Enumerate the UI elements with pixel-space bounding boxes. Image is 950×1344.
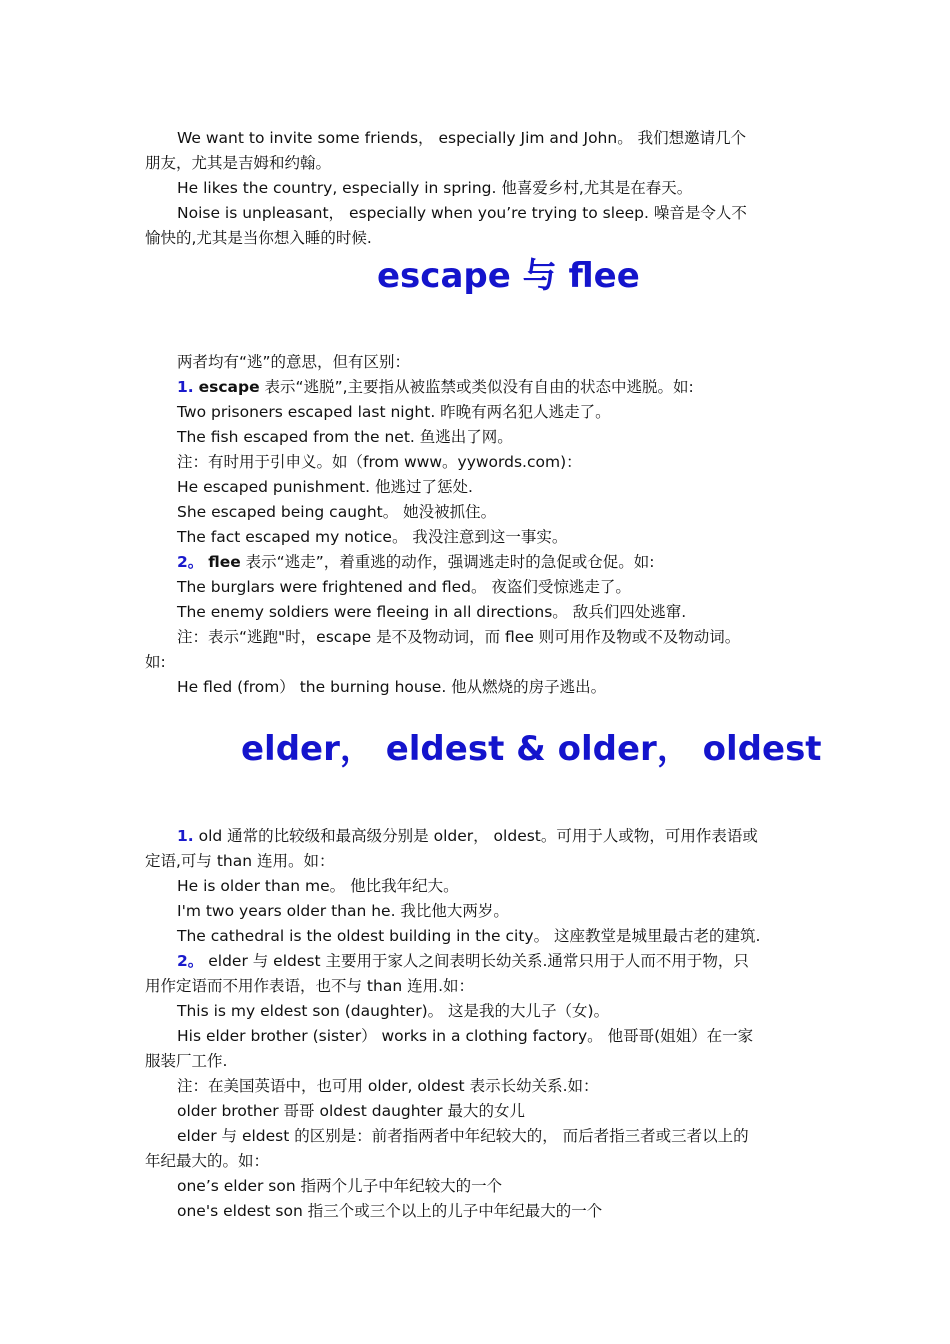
example-line: His elder brother (sister） works in a clothing factory。 他哥哥(姐姐）在一家 — [177, 1027, 754, 1045]
example-line: Two prisoners escaped last night. 昨晚有两名犯人逃走了。 — [177, 403, 611, 421]
list-item-1 — [177, 377, 847, 397]
example-line: He is older than me。 他比我年纪大。 — [177, 877, 459, 895]
section-heading-elder-older: elder， eldest & older， oldest — [241, 729, 822, 769]
example-line: The enemy soldiers were fleeing in all directions。 敌兵们四处逃窜. — [177, 603, 687, 621]
list-item-text: 表示“逃脱”,主要指从被监禁或类似没有自由的状态中逃脱。如: — [259, 378, 694, 396]
note-line: 注：表示“逃跑"时，escape 是不及物动词，而 flee 则可用作及物或不及物动词。 — [177, 628, 741, 646]
example-line: one’s elder son 指两个儿子中年纪较大的一个 — [177, 1177, 503, 1195]
example-line: She escaped being caught。 她没被抓住。 — [177, 503, 497, 521]
list-item-1 — [177, 826, 847, 846]
paragraph-line: 朋友，尤其是吉姆和约翰。 — [145, 154, 332, 172]
paragraph-line: We want to invite some friends， especially Jim and John。 我们想邀请几个 — [177, 129, 747, 147]
list-number: 1. — [177, 827, 194, 845]
paragraph-line: 愉快的,尤其是当你想入睡的时候. — [145, 229, 372, 247]
example-line: one's eldest son 指三个或三个以上的儿子中年纪最大的一个 — [177, 1202, 603, 1220]
list-item-text: 表示“逃走”，着重逃的动作，强调逃走时的急促或仓促。如: — [240, 553, 655, 571]
note-line: 注：在美国英语中，也可用 older, oldest 表示长幼关系.如： — [177, 1077, 599, 1095]
example-line: This is my eldest son (daughter)。 这是我的大儿子（女)。 — [177, 1002, 610, 1020]
example-line: The cathedral is the oldest building in the city。 这座教堂是城里最古老的建筑. — [177, 927, 761, 945]
note-line: 如: — [145, 653, 166, 671]
note-line: 注：有时用于引申义。如（from www。yywords.com)： — [177, 453, 582, 471]
list-item-2 — [177, 552, 847, 572]
paragraph-line: He likes the country, especially in spring. 他喜爱乡村,尤其是在春天。 — [177, 179, 693, 197]
example-line: 服装厂工作. — [145, 1052, 228, 1070]
example-line: The fact escaped my notice。 我没注意到这一事实。 — [177, 528, 568, 546]
paragraph-line: elder 与 eldest 的区别是：前者指两者中年纪较大的， 而后者指三者或三者以上的 — [177, 1127, 749, 1145]
example-line: older brother 哥哥 oldest daughter 最大的女儿 — [177, 1102, 525, 1120]
list-item-text: old 通常的比较级和最高级分别是 older， oldest。可用于人或物，可用作表语或 — [193, 827, 758, 845]
paragraph-line: 用作定语而不用作表语，也不与 than 连用.如： — [145, 977, 475, 995]
section-heading-escape-flee: escape 与 flee — [377, 256, 640, 296]
keyword: escape — [198, 378, 260, 396]
paragraph-line: 定语,可与 than 连用。如： — [145, 852, 335, 870]
paragraph-line: 两者均有“逃”的意思，但有区别： — [177, 353, 411, 371]
example-line: The fish escaped from the net. 鱼逃出了网。 — [177, 428, 513, 446]
list-item-text: elder 与 eldest 主要用于家人之间表明长幼关系.通常只用于人而不用于物，只 — [203, 952, 749, 970]
example-line: He escaped punishment. 他逃过了惩处. — [177, 478, 473, 496]
list-item-2 — [177, 951, 847, 971]
example-line: He fled (from） the burning house. 他从燃烧的房子逃出。 — [177, 678, 607, 696]
paragraph-line: 年纪最大的。如： — [145, 1152, 270, 1170]
list-number: 1. — [177, 378, 194, 396]
example-line: I'm two years older than he. 我比他大两岁。 — [177, 902, 509, 920]
keyword: flee — [208, 553, 241, 571]
example-line: The burglars were frightened and fled。 夜盗们受惊逃走了。 — [177, 578, 631, 596]
list-number: 2。 — [177, 553, 204, 571]
paragraph-line: Noise is unpleasant， especially when you’re trying to sleep. 噪音是令人不 — [177, 204, 747, 222]
list-number: 2。 — [177, 952, 204, 970]
